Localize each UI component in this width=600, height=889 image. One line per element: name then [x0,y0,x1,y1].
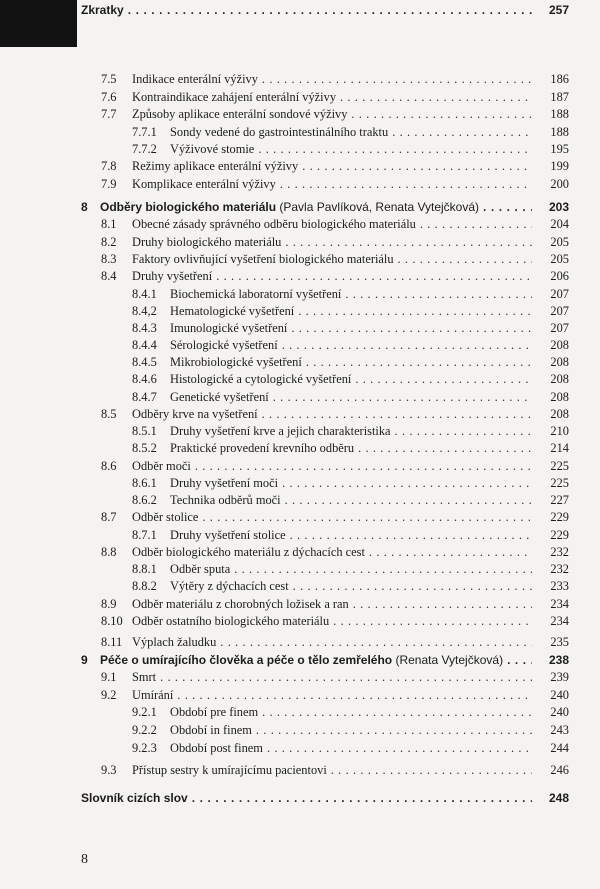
toc-entry-title [170,741,536,755]
toc-leader-dots [177,688,532,702]
toc-entry-title-text: Odběr biologického materiálu z dýchacích cest [132,545,365,559]
toc-entry-title [170,338,536,352]
toc-entry-page: 207 [550,321,569,335]
toc-row [0,738,600,755]
toc-entry-title [132,269,536,283]
toc-row [0,122,600,139]
toc-leader-dots [353,597,532,611]
toc-entry-title-text: Komplikace enterální výživy [132,177,276,191]
toc-entry-authors: (Pavla Pavlíková, Renata Vytejčková) [276,200,480,214]
toc-entry-page: 187 [550,90,569,104]
toc-row [0,421,600,438]
toc-leader-dots [345,287,532,301]
toc-entry-number: 8 [81,200,88,214]
toc-entry-title [100,200,536,214]
toc-row [0,369,600,386]
toc-entry-title-text: Výživové stomie [170,142,255,156]
toc-row [0,525,600,542]
toc-leader-dots [351,107,532,121]
toc-leader-dots [302,159,532,173]
toc-entry-page: 240 [550,688,569,702]
toc-leader-dots [340,90,532,104]
toc-leader-dots [306,355,532,369]
toc-leader-dots [298,304,532,318]
toc-entry-title [170,125,536,139]
toc-entry-number: 8.3 [101,252,117,266]
toc-entry-number: 8.4.3 [132,321,157,335]
toc-entry-number: 7.7.1 [132,125,157,139]
toc-entry-title [132,459,536,473]
toc-entry-title-text: Odběry krve na vyšetření [132,407,258,421]
toc-entry-page: 195 [550,142,569,156]
toc-entry-title [132,235,536,249]
toc-entry-title-text: Způsoby aplikace enterální sondové výživy [132,107,348,121]
toc-row [0,69,600,86]
toc-entry-page: 186 [550,72,569,86]
toc-leader-dots [256,723,532,737]
toc-row [0,720,600,737]
toc-entry-title [132,763,536,777]
toc-entry-title [170,493,536,507]
toc-row [0,301,600,318]
toc-entry-number: 7.6 [101,90,117,104]
toc-leader-dots [290,528,532,542]
toc-leader-dots [280,177,532,191]
toc-row [0,559,600,576]
toc-entry-title [170,441,536,455]
toc-row [0,594,600,611]
toc-entry-page: 227 [550,493,569,507]
toc-row [0,667,600,684]
toc-entry-title [132,159,536,173]
toc-entry-title-text: Technika odběrů moči [170,493,281,507]
toc-chapter-row [0,0,600,17]
toc-entry-page: 229 [550,528,569,542]
toc-entry-number: 8.5 [101,407,117,421]
toc-leader-dots [267,741,532,755]
toc-leader-dots [507,653,532,667]
toc-entry-page: 206 [550,269,569,283]
toc-entry-title-text: Výplach žaludku [132,635,217,649]
toc-entry-page: 208 [550,338,569,352]
toc-entry-page: 240 [550,705,569,719]
toc-entry-page: 207 [550,304,569,318]
toc-entry-title [132,670,536,684]
toc-row [0,139,600,156]
toc-leader-dots [282,338,532,352]
toc-entry-title-text: Indikace enterální výživy [132,72,258,86]
page-number: 8 [81,852,88,867]
toc-row [0,104,600,121]
toc-row [0,249,600,266]
toc-chapter-row [0,788,600,805]
toc-entry-number: 9 [81,653,88,667]
toc-entry-title [132,177,536,191]
toc-entry-page: 188 [550,107,569,121]
toc-entry-page: 232 [550,562,569,576]
toc-row [0,685,600,702]
toc-entry-title [170,355,536,369]
toc-chapter-row [0,197,600,214]
toc-entry-title [170,321,536,335]
toc-entry-title [170,562,536,576]
toc-entry-title-text: Slovník cizích slov [81,791,188,805]
toc-entry-title-text: Genetické vyšetření [170,390,269,404]
toc-leader-dots [398,252,532,266]
toc-entry-number: 9.2.1 [132,705,157,719]
toc-entry-title [81,3,536,17]
toc-entry-number: 8.6.1 [132,476,157,490]
toc-entry-title-text: Druhy vyšetření [132,269,213,283]
toc-leader-dots [285,235,532,249]
toc-row [0,232,600,249]
toc-entry-page: 199 [550,159,569,173]
toc-entry-page: 205 [550,252,569,266]
toc-entry-title [132,90,536,104]
toc-entry-title [132,107,536,121]
toc-entry-title-text: Obecné zásady správného odběru biologického materiálu [132,217,416,231]
toc-entry-title-text: Výtěry z dýchacích cest [170,579,289,593]
toc-entry-title-text: Sérologické vyšetření [170,338,278,352]
toc-entry-title [170,705,536,719]
toc-entry-number: 7.7 [101,107,117,121]
toc-entry-page: 246 [550,763,569,777]
toc-entry-title [170,304,536,318]
toc-row [0,387,600,404]
toc-entry-number: 8.8.1 [132,562,157,576]
toc-entry-title [132,635,536,649]
toc-entry-title [170,528,536,542]
toc-entry-number: 8.1 [101,217,117,231]
toc-leader-dots [420,217,532,231]
toc-entry-authors: (Renata Vytejčková) [392,653,504,667]
toc-entry-title-text: Přístup sestry k umírajícímu pacientovi [132,763,327,777]
toc-entry-title-text: Sondy vedené do gastrointestinálního traktu [170,125,389,139]
toc-entry-title-text: Imunologické vyšetření [170,321,288,335]
toc-entry-page: 214 [550,441,569,455]
toc-entry-number: 9.3 [101,763,117,777]
toc-leader-dots [216,269,532,283]
toc-entry-title [132,510,536,524]
toc-entry-title [132,545,536,559]
toc-leader-dots [369,545,532,559]
toc-entry-page: 235 [550,635,569,649]
toc-entry-number: 9.2.3 [132,741,157,755]
toc-entry-title-text: Mikrobiologické vyšetření [170,355,302,369]
toc-entry-title [170,723,536,737]
toc-entry-title [132,217,536,231]
toc-leader-dots [234,562,532,576]
toc-leader-dots [285,493,532,507]
toc-entry-title-text: Odběr ostatního biologického materiálu [132,614,330,628]
toc-entry-title-text: Odběry biologického materiálu [100,200,277,214]
toc-entry-title-text: Umírání [132,688,174,702]
toc-entry-number: 8.5.2 [132,441,157,455]
toc-entry-title-text: Odběr sputa [170,562,231,576]
toc-entry-title [132,688,536,702]
toc-entry-title-text: Období post finem [170,741,263,755]
toc-entry-page: 207 [550,287,569,301]
toc-entry-title-text: Období in finem [170,723,252,737]
toc-entry-page: 208 [550,355,569,369]
toc-leader-dots [262,407,532,421]
toc-entry-title [132,614,536,628]
toc-entry-title-text: Odběr moči [132,459,191,473]
toc-row [0,456,600,473]
toc-entry-page: 257 [548,3,569,17]
toc-entry-title-text: Druhy vyšetření moči [170,476,279,490]
toc-entry-title-text: Zkratky [81,3,124,17]
toc-entry-title-text: Druhy biologického materiálu [132,235,282,249]
toc-entry-page: 234 [550,614,569,628]
toc-row [0,352,600,369]
toc-entry-title-text: Druhy vyšetření krve a jejich charakteristika [170,424,391,438]
toc-entry-number: 8.4 [101,269,117,283]
toc-row [0,702,600,719]
toc-entry-title-text: Kontraindikace zahájení enterální výživy [132,90,337,104]
toc-entry-page: 200 [550,177,569,191]
toc-entry-page: 208 [550,372,569,386]
toc-leader-dots [392,125,532,139]
toc-entry-page: 238 [548,653,569,667]
toc-entry-page: 234 [550,597,569,611]
toc-row [0,760,600,777]
toc-entry-page: 204 [550,217,569,231]
toc-entry-title [170,142,536,156]
toc-leader-dots [220,635,532,649]
toc-entry-number: 8.7.1 [132,528,157,542]
toc-entry-title-text: Smrt [132,670,157,684]
toc-entry-title [132,252,536,266]
toc-entry-number: 9.1 [101,670,117,684]
toc-entry-number: 8.4.4 [132,338,157,352]
toc-entry-page: 239 [550,670,569,684]
toc-leader-dots [262,72,532,86]
toc-row [0,490,600,507]
toc-leader-dots [195,459,532,473]
toc-entry-page: 243 [550,723,569,737]
toc-entry-number: 7.7.2 [132,142,157,156]
toc-entry-number: 8.8.2 [132,579,157,593]
toc-row [0,473,600,490]
toc-leader-dots [483,200,532,214]
toc-entry-title [170,390,536,404]
toc-leader-dots [202,510,532,524]
toc-entry-title-text: Období pre finem [170,705,259,719]
toc-entry-number: 7.9 [101,177,117,191]
toc-entry-page: 225 [550,476,569,490]
toc-entry-page: 233 [550,579,569,593]
toc-leader-dots [355,372,532,386]
toc-entry-number: 9.2.2 [132,723,157,737]
toc-entry-number: 8.4.7 [132,390,157,404]
toc-leader-dots [333,614,532,628]
toc-entry-number: 8.7 [101,510,117,524]
toc-row [0,576,600,593]
toc-entry-title-text: Biochemická laboratorní vyšetření [170,287,342,301]
toc-entry-number: 8.4.1 [132,287,157,301]
toc-leader-dots [293,579,532,593]
toc-entry-number: 8.4.5 [132,355,157,369]
toc-entry-page: 205 [550,235,569,249]
toc-entry-number: 8.6.2 [132,493,157,507]
toc-row [0,174,600,191]
toc-entry-title [100,653,536,667]
toc-row [0,284,600,301]
toc-row [0,156,600,173]
toc-entry-title-text: Režimy aplikace enterální výživy [132,159,299,173]
toc-row [0,542,600,559]
toc-leader-dots [128,3,532,17]
toc-row [0,404,600,421]
toc-row [0,438,600,455]
toc-entry-title [81,791,536,805]
toc-entry-title-text: Odběr stolice [132,510,199,524]
toc-entry-title [132,72,536,86]
toc-entry-number: 7.5 [101,72,117,86]
toc-row [0,335,600,352]
toc-entry-title-text: Praktické provedení krevního odběru [170,441,355,455]
toc-row [0,611,600,628]
toc-entry-page: 208 [550,407,569,421]
toc-entry-title-text: Histologické a cytologické vyšetření [170,372,352,386]
toc-entry-number: 7.8 [101,159,117,173]
toc-entry-number: 8.10 [101,614,123,628]
toc-entry-title-text: Hematologické vyšetření [170,304,295,318]
toc-entry-page: 188 [550,125,569,139]
toc-entry-number: 8.4,2 [132,304,157,318]
toc-entry-title [170,579,536,593]
toc-entry-number: 8.2 [101,235,117,249]
toc-leader-dots [192,791,532,805]
toc-entry-title [170,287,536,301]
toc-entry-title [132,407,536,421]
toc-leader-dots [395,424,532,438]
toc-row [0,214,600,231]
toc-entry-number: 9.2 [101,688,117,702]
toc-leader-dots [273,390,532,404]
toc-entry-title [170,372,536,386]
toc-entry-number: 8.5.1 [132,424,157,438]
toc-row [0,318,600,335]
toc-entry-page: 244 [550,741,569,755]
toc-entry-page: 225 [550,459,569,473]
toc-leader-dots [331,763,532,777]
toc-leader-dots [160,670,532,684]
toc-leader-dots [282,476,532,490]
toc-entry-title [132,597,536,611]
toc-entry-number: 8.11 [101,635,123,649]
toc-entry-number: 8.9 [101,597,117,611]
toc-chapter-row [0,650,600,667]
toc-leader-dots [358,441,532,455]
toc-entry-page: 208 [550,390,569,404]
toc-leader-dots [262,705,532,719]
toc-entry-page: 229 [550,510,569,524]
toc-entry-title-text: Odběr materiálu z chorobných ložisek a ran [132,597,349,611]
toc-entry-title-text: Faktory ovlivňující vyšetření biologického materiálu [132,252,394,266]
toc-entry-page: 210 [550,424,569,438]
toc-entry-page: 248 [548,791,569,805]
toc-entry-title-text: Druhy vyšetření stolice [170,528,286,542]
toc-entry-number: 8.8 [101,545,117,559]
toc-entry-title-text: Péče o umírajícího člověka a péče o tělo zemřelého [100,653,393,667]
toc-entry-page: 232 [550,545,569,559]
toc-entry-page: 203 [548,200,569,214]
toc-row [0,266,600,283]
toc-entry-number: 8.6 [101,459,117,473]
toc-row [0,507,600,524]
toc-entry-title [170,424,536,438]
toc-leader-dots [291,321,532,335]
toc-entry-title [170,476,536,490]
toc-entry-number: 8.4.6 [132,372,157,386]
toc-row [0,87,600,104]
toc-leader-dots [258,142,532,156]
toc-row [0,632,600,649]
